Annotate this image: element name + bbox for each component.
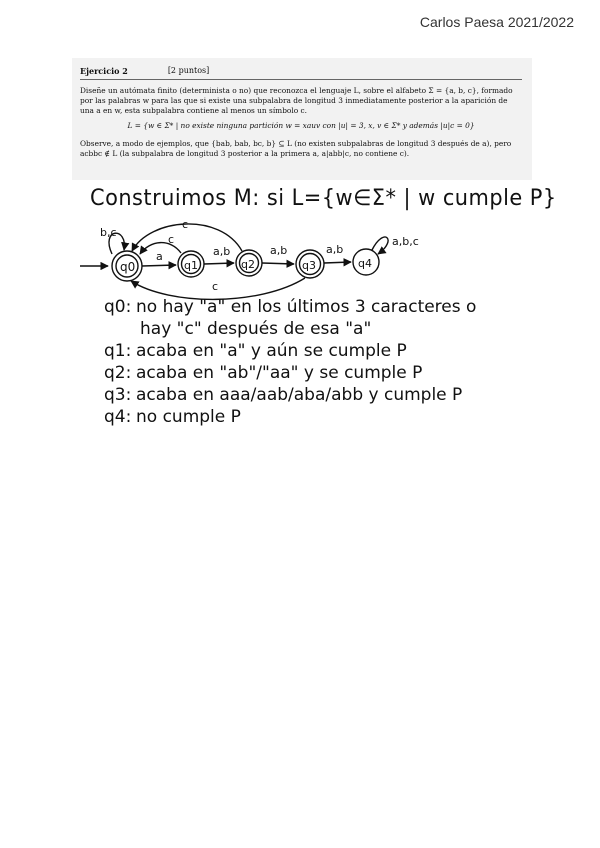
note-text: no cumple P [136,407,241,427]
exercise-points: [2 puntos] [167,66,210,75]
edge-q3-q4 [324,262,351,263]
state-q3-label: q3 [302,259,316,272]
note-q4 [104,406,476,428]
state-q0-label: q0 [120,260,136,274]
note-q0-line1 [104,296,476,318]
note-q1 [104,340,476,362]
label-q4-loop: a,b,c [392,235,419,248]
state-q4-label: q4 [358,257,372,270]
note-q3 [104,384,476,406]
note-q2 [104,362,476,384]
label-q2-q0: c [182,218,189,231]
label-q3-q4: a,b [326,243,344,256]
note-text: no hay "a" en los últimos 3 caracteres o [136,297,477,317]
label-q3-q0: c [212,280,219,293]
edge-q0-q1 [142,265,176,266]
author-header: Carlos Paesa 2021/2022 [419,14,574,30]
note-text: acaba en aaa/aab/aba/abb y cumple P [136,385,463,405]
note-text: hay "c" después de esa "a" [140,319,372,339]
exercise-paragraph-1: Diseñe un autómata finito (determinista o no) que reconozca el lenguaje L, sobre el alfabeto Σ = {a, b, c}, formado por las palabras w para las que si existe una subpalabra de longitud 3 inmediatamente posterior a la aparición de una a en w, esta subpalabra contiene al menos un símbolo c. [80,86,513,115]
note-state: q4: [104,407,132,427]
note-state: q0: [104,297,132,317]
state-q2-label: q2 [241,258,255,271]
exercise-title: Ejercicio 2 [80,66,128,76]
note-state: q3: [104,385,132,405]
exercise-paragraph-2: Observe, a modo de ejemplos, que {bab, bab, bc, b} ⊆ L (no existen subpalabras de longitud 3 después de a), pero acbbc ∉ L (la subpalabra de longitud 3 posterior a la primera a, a|abb|c, no contiene c). [80,139,512,158]
label-q2-q3: a,b [270,244,288,257]
note-state: q1: [104,341,132,361]
label-q0-loop: b,c [100,226,117,239]
edge-q1-q2 [204,263,234,264]
language-formula: L = {w ∈ Σ* | no existe ninguna partición w = xauv con |u| = 3, x, v ∈ Σ* y además |u|c = 0} [127,121,475,130]
construimos-heading: Construimos M: si L={w∈Σ* | w cumple P} [90,186,557,211]
note-state: q2: [104,363,132,383]
note-q0-line2 [104,318,476,340]
state-descriptions [104,296,476,428]
label-q1-q0: c [168,233,175,246]
label-q1-q2: a,b [213,245,231,258]
label-q0-q1: a [156,250,163,263]
note-text: acaba en "ab"/"aa" y se cumple P [136,363,423,383]
note-text: acaba en "a" y aún se cumple P [136,341,407,361]
edge-q2-q3 [262,263,294,264]
state-q1-label: q1 [184,259,198,272]
